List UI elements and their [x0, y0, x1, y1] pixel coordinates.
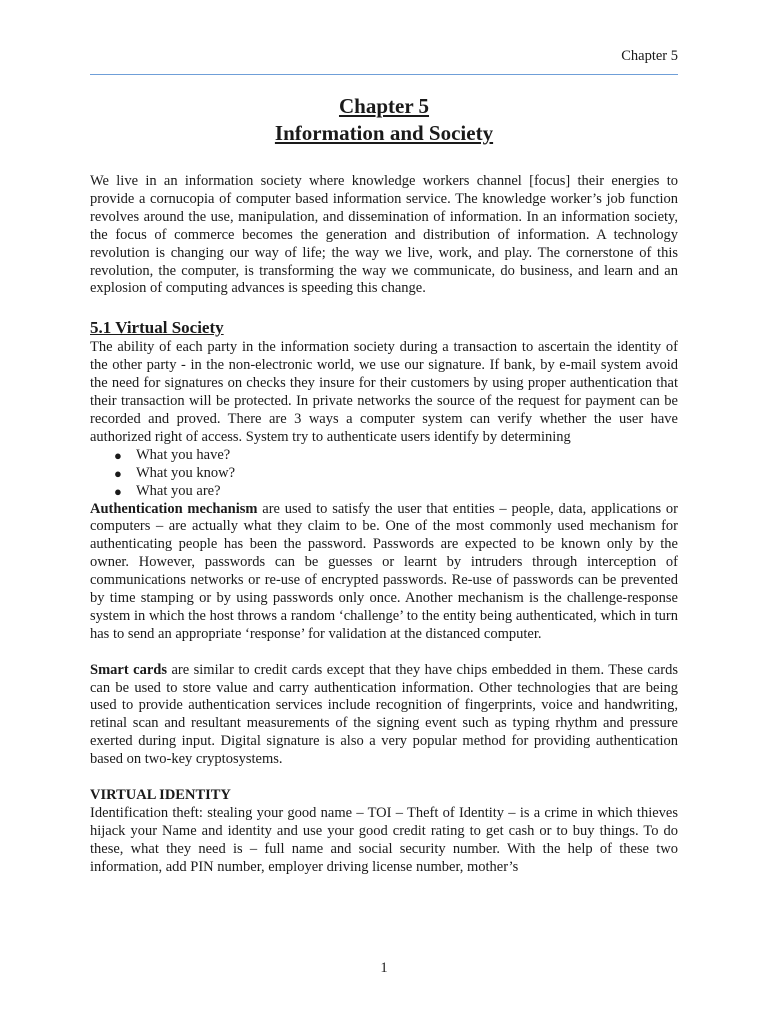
page-number: 1 — [380, 960, 388, 976]
smart-cards-paragraph — [90, 662, 678, 769]
smart-cards-text: are similar to credit cards except that they have chips embedded in them. These cards can be used to store value and carry authentication information. Other technologies that are being used to provide authentication services include recognition of fingerprints, voice and handwriting, retinal scan and resultant measurements of the signing event such as typing rhythm and pressure exerted during input. Digital signature is also a very popular method for providing authentication based on two-key cryptosystems. — [90, 661, 678, 768]
bullet-icon: ● — [114, 483, 122, 499]
body-content — [90, 173, 678, 877]
list-item: ● What you know? — [114, 464, 236, 481]
header-rule — [90, 74, 678, 75]
smart-cards-term: Smart cards — [90, 661, 167, 678]
chapter-title-block — [90, 93, 678, 147]
chapter-number: Chapter 5 — [338, 94, 430, 118]
bullet-icon: ● — [114, 447, 122, 463]
bullet-icon: ● — [114, 465, 122, 481]
authentication-text: are used to satisfy the user that entities – people, data, applications or computers – are actually what they claim to be. One of the most commonly used mechanism for authenticating people has been the password. Passwords are expected to be known only by the owner. However, passwords can be guesses or learnt by intruders through interception of communications networks or re-use of encrypted passwords. Re-use of passwords can be prevented by time stamping or by using passwords only once. Another mechanism is the challenge-response system in which the host throws a random ‘challenge’ to the entity being authenticated, which in turn has to send an appropriate ‘response’ for validation at the distanced computer. — [90, 500, 678, 642]
intro-paragraph: We live in an information society where knowledge workers channel [focus] their energies to provide a cornucopia of computer based information service. The knowledge worker’s job function revolves around the use, manipulation, and dissemination of information. In an information society, the focus of commerce becomes the generation and distribution of information. A technology revolution is changing our way of life; the way we live, work, and play. The cornerstone of this revolution, the computer, is transforming the way we communicate, do business, and learn and an explosion of computing advances is speeding this change. — [90, 173, 678, 297]
virtual-society-paragraph: The ability of each party in the information society during a transaction to ascertain the identity of the other party - in the non-electronic world, we use our signature. If bank, by e-mail system avoid the need for signatures on checks they insure for their customers by using proper authentication that their transaction will be protected. In private networks the source of the request for payment can be recorded and proved. There are 3 ways a computer system can verify whether the user have authorized right of access. System try to authenticate users identify by determining — [90, 339, 678, 445]
running-header: Chapter 5 — [621, 48, 678, 64]
section-heading-virtual-society: 5.1 Virtual Society — [90, 318, 224, 338]
authentication-paragraph — [90, 501, 678, 644]
authentication-term: Authentication mechanism — [90, 500, 258, 517]
virtual-identity-heading: VIRTUAL IDENTITY — [90, 786, 231, 803]
chapter-title: Information and Society — [274, 121, 494, 145]
list-item: ● What you are? — [114, 482, 221, 499]
list-item: ● What you have? — [114, 446, 231, 463]
virtual-identity-paragraph: Identification theft: stealing your good name – TOI – Theft of Identity – is a crime in which thieves hijack your Name and identity and use your good credit rating to get cash or to buy things. To do these, what they need is – full name and social security number. With the help of these two information, add PIN number, employer driving license number, mother’s — [90, 804, 678, 875]
bullet-list — [90, 447, 678, 501]
